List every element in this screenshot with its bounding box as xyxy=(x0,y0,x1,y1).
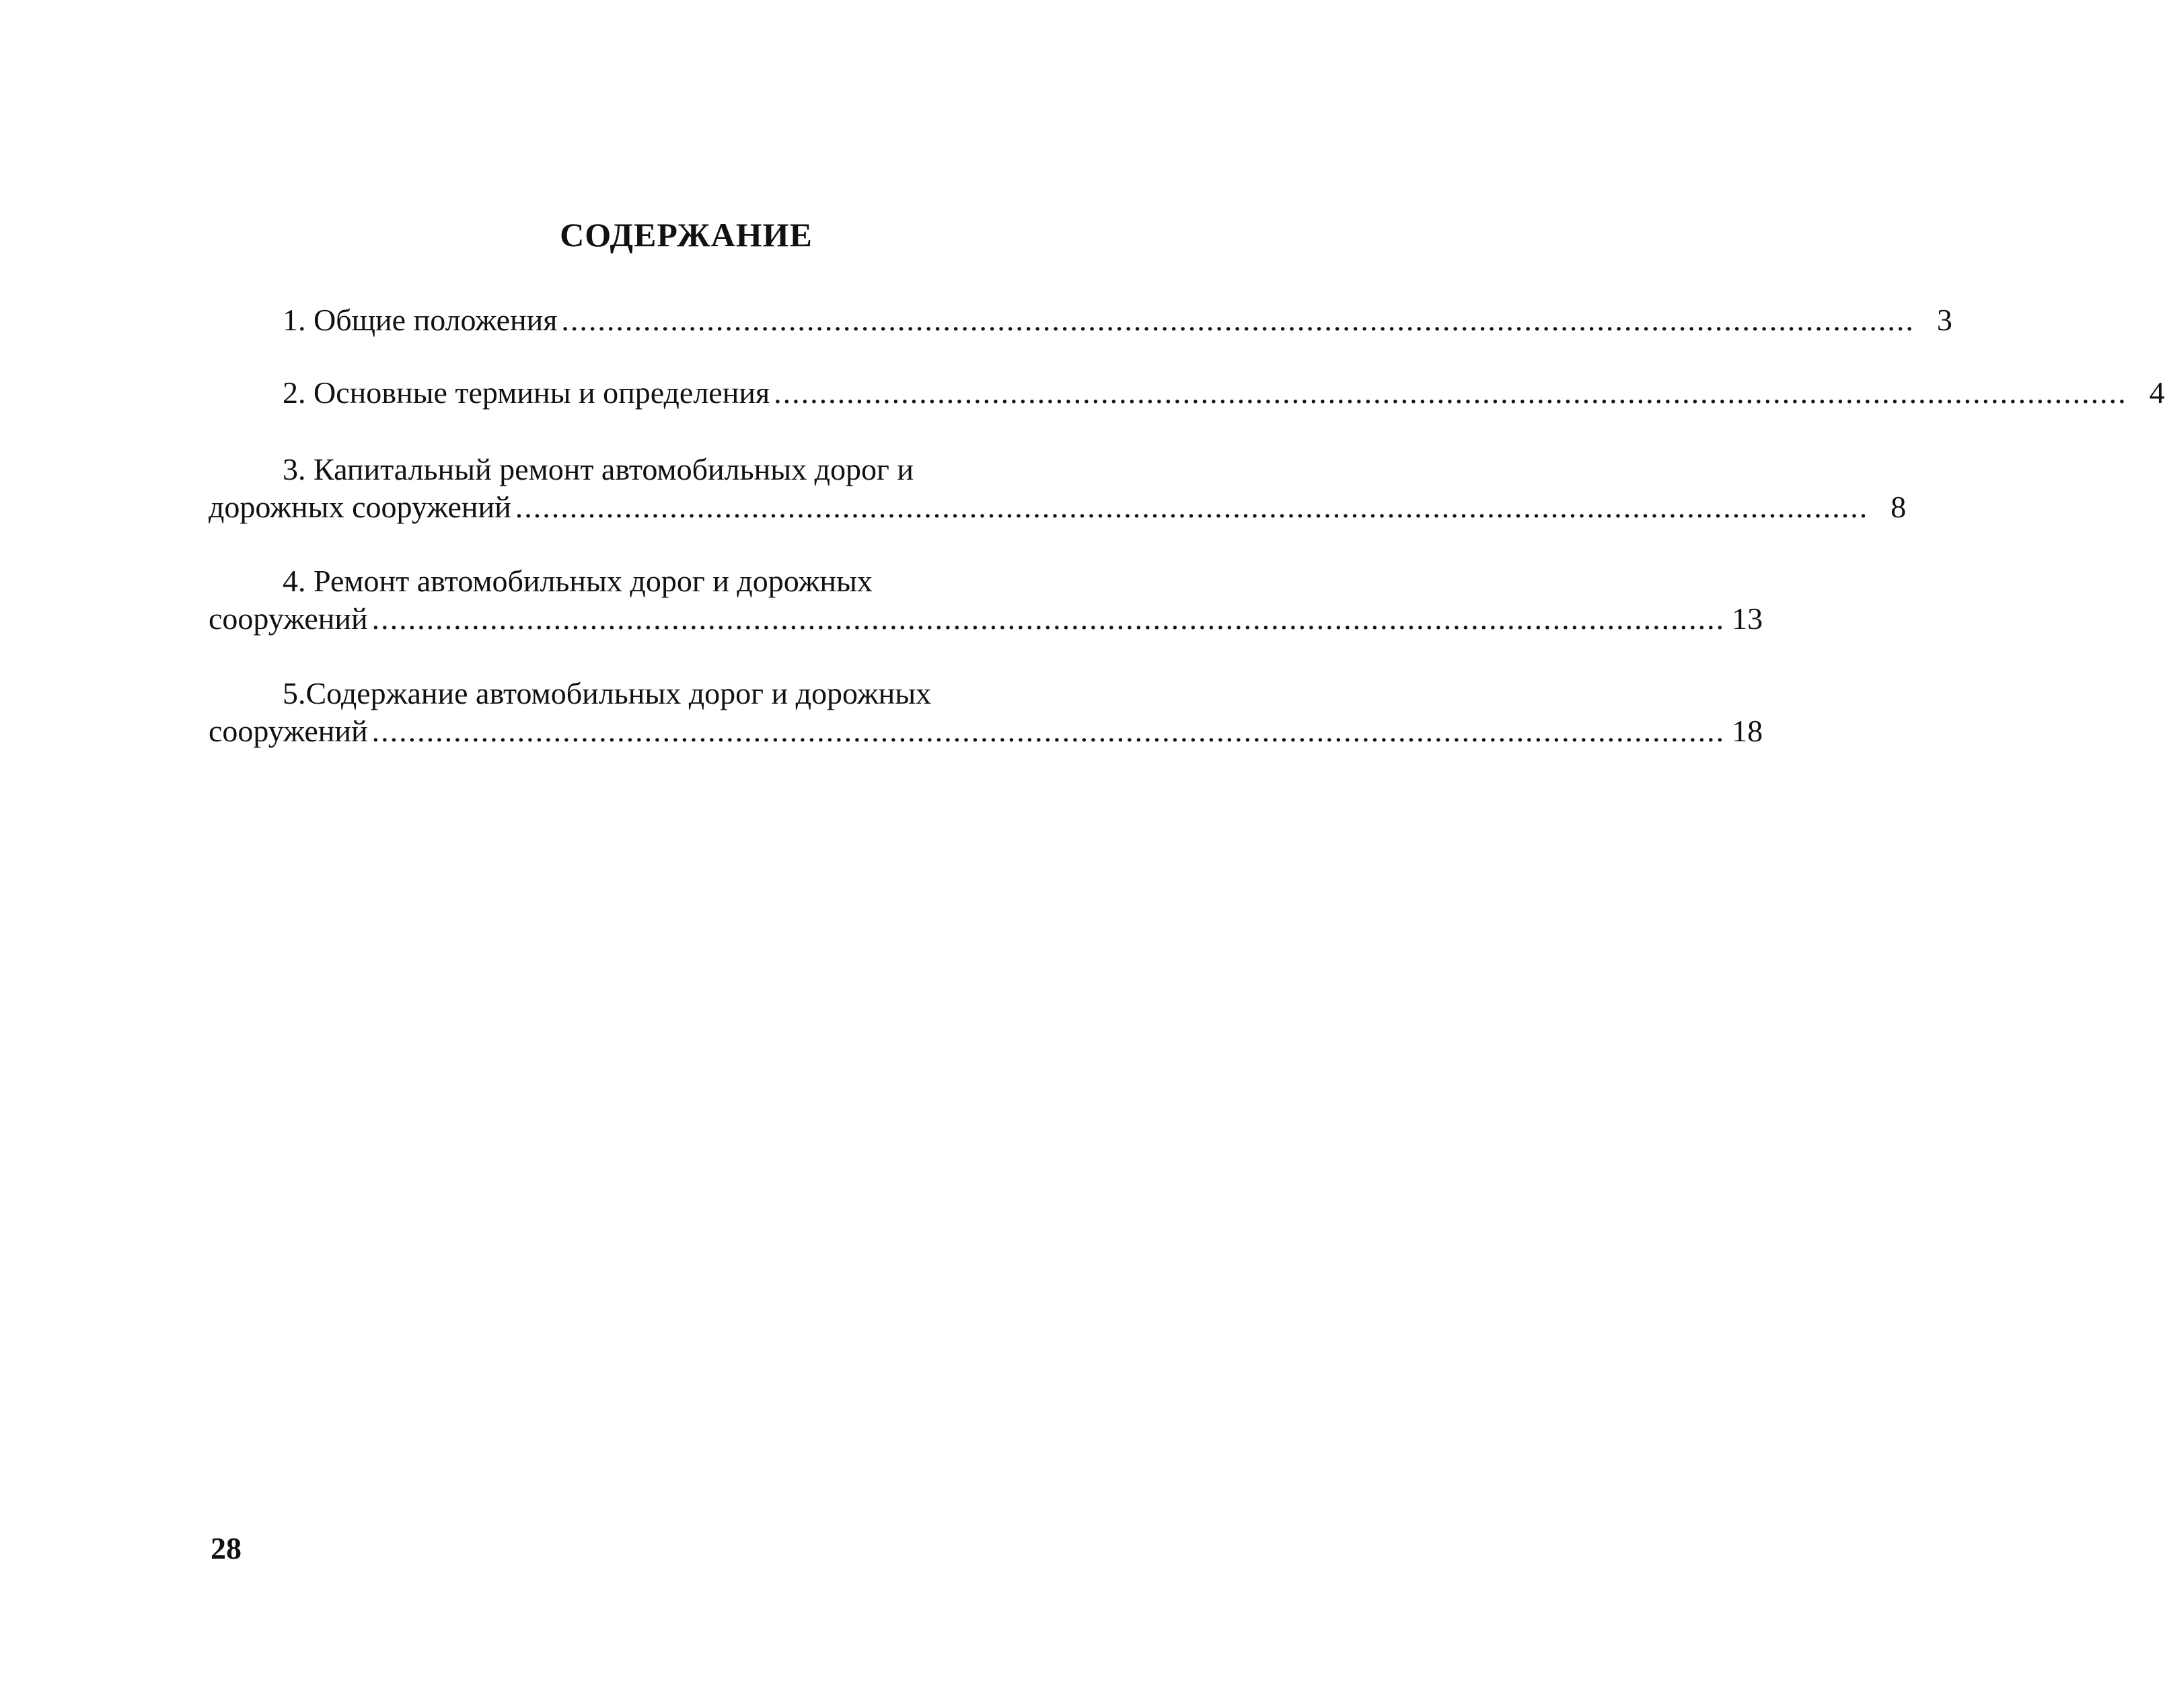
toc-entry-page: 4 xyxy=(2149,375,2165,410)
toc-entry-title: дорожных сооружений xyxy=(209,490,511,524)
toc-entry-title-line: 5.Содержание автомобильных дорог и дорожных xyxy=(283,676,932,710)
dot-leader: ..................................................................................................................................................... xyxy=(371,714,1726,748)
toc-entry xyxy=(209,675,1763,750)
toc-entry-page: 18 xyxy=(1732,714,1763,748)
toc-entry-title: 1. Общие положения xyxy=(283,303,558,337)
toc-entry-page: 8 xyxy=(1891,490,1907,524)
toc-leader-line xyxy=(209,712,1763,750)
toc-entry-title-line: 3. Капитальный ремонт автомобильных дорог и xyxy=(283,452,914,486)
toc-entry xyxy=(209,301,1952,339)
dot-leader: ..................................................................................................................................................... xyxy=(371,601,1726,636)
toc-entry xyxy=(209,562,1763,638)
toc-entry xyxy=(209,451,1907,526)
toc-entry-page: 3 xyxy=(1936,303,1952,337)
toc-entry xyxy=(209,374,2165,412)
dot-leader: ..................................................................................................................................................... xyxy=(561,303,1915,337)
toc-entry-page: 13 xyxy=(1732,601,1763,636)
toc-entry-title: сооружений xyxy=(209,601,368,636)
toc-entry-title: 2. Основные термины и определения xyxy=(283,375,770,410)
dot-leader: ..................................................................................................................................................... xyxy=(774,375,2127,410)
toc-entry-title-line: 4. Ремонт автомобильных дорог и дорожных xyxy=(283,564,873,598)
toc-entry-title: сооружений xyxy=(209,714,368,748)
toc-leader-line xyxy=(209,488,1907,526)
toc-leader-line xyxy=(209,301,1952,339)
toc-leader-line xyxy=(209,600,1763,638)
page-number: 28 xyxy=(211,1531,242,1565)
toc-leader-line xyxy=(209,374,2165,412)
page-title: СОДЕРЖАНИЕ xyxy=(560,216,813,254)
dot-leader: ..................................................................................................................................................... xyxy=(515,490,1869,524)
